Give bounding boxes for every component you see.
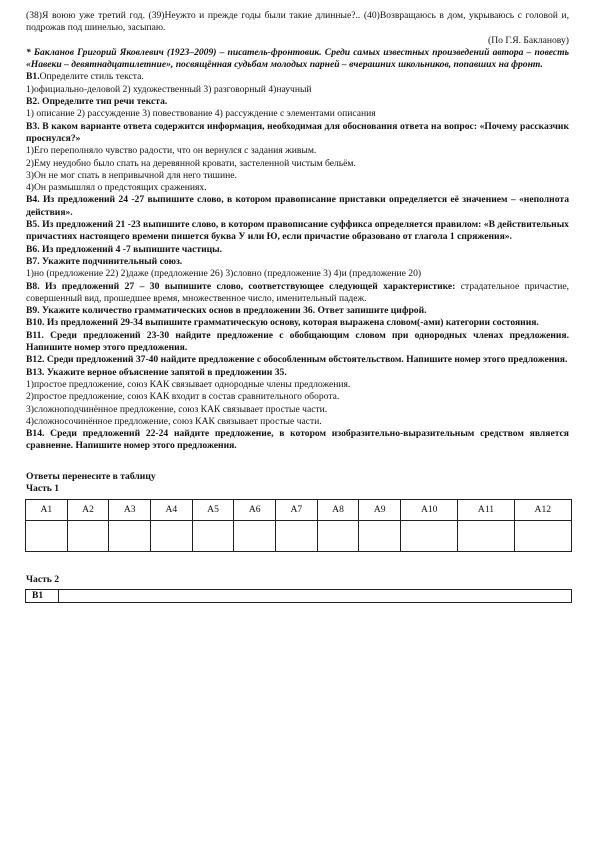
answers-title: Ответы перенесите в таблицу [26, 470, 156, 482]
document-page [26, 10, 569, 603]
answers-part1-title: Часть 1 [26, 482, 60, 494]
question-b7-options: 1)но (предложение 22) 2)даже (предложение 26) 3)словно (предложение 3) 4)и (предложение 20) [26, 268, 422, 280]
question-b3-option-2: 2)Ему неудобно было спать на деревянной кровати, застеленной чистым бельём. [26, 157, 356, 169]
answer-cell-a11[interactable] [458, 521, 514, 552]
question-b8: В8. Из предложений 27 – 30 выпишите слово, соответствующее следующей характеристике: страдательное причастие, совершенный вид, прошедшее время, множественное число, именительный падеж. [26, 280, 569, 304]
answer-cell-a12[interactable] [514, 521, 571, 552]
answer-label-b1: В1 [26, 589, 59, 602]
question-b7: В7. Укажите подчинительный союз. [26, 255, 183, 267]
answer-col-a4: А4 [151, 500, 193, 521]
answer-col-a9: А9 [359, 500, 401, 521]
answer-cell-a8[interactable] [317, 521, 359, 552]
answer-row-b1 [26, 589, 572, 602]
question-b12: В12. Среди предложений 37-40 найдите предложение с обособленным обстоятельством. Напишите номер этого предложения. [26, 354, 568, 366]
question-b4: В4. Из предложений 24 -27 выпишите слово, в котором правописание приставки определяется её значением – «неполнота действия». [26, 194, 569, 218]
question-b14: В14. Среди предложений 22-24 найдите предложение, в котором изобразительно-выразительным средством является сравнение. Напишите номер этого предложения. [26, 428, 569, 452]
question-b10: В10. Из предложений 29-34 выпишите грамматическую основу, которая выражена словом(-ами) категории состояния. [26, 317, 539, 329]
answer-cell-a7[interactable] [276, 521, 318, 552]
answer-cell-a6[interactable] [234, 521, 276, 552]
answer-col-a3: А3 [109, 500, 151, 521]
answer-table-entry-row [26, 521, 572, 552]
question-b5: В5. Из предложений 21 -23 выпишите слово, в котором правописание суффикса определяется правилом: «В действительных причастиях настоящего времени пишется буква У или Ю, если причастие образовано от глагола 1 спряжения». [26, 219, 569, 243]
answer-cell-a3[interactable] [109, 521, 151, 552]
answer-cell-b1[interactable] [59, 589, 572, 602]
question-b11: В11. Среди предложений 23-30 найдите предложение с обобщающим словом при однородных членах предложения. Напишите номер этого предложения. [26, 329, 569, 354]
question-b2: В2. Определите тип речи текста. [26, 96, 168, 108]
answer-col-a2: А2 [67, 500, 109, 521]
answer-col-a11: А11 [458, 500, 514, 521]
text-source: (По Г.Я. Бакланову) [488, 34, 569, 46]
question-b13-option-2: 2)простое предложение, союз КАК входит в состав сравнительного оборота. [26, 391, 340, 403]
answer-col-a7: А7 [276, 500, 318, 521]
answer-col-a6: А6 [234, 500, 276, 521]
answers-part2-title: Часть 2 [26, 574, 60, 586]
answer-cell-a9[interactable] [359, 521, 401, 552]
author-footnote: * Бакланов Григорий Яковлевич (1923–2009) – писатель-фронтовик. Среди самых известных произведений автора – повесть «Навеки – девятнадцатилетние», посвящённая судьбам молодых парней – вчерашних школьников, попавших на фронт. [26, 46, 569, 71]
answer-table-part2 [25, 589, 572, 603]
question-b3-option-4: 4)Он размышлял о предстоящих сражениях. [26, 182, 207, 194]
answer-col-a8: А8 [317, 500, 359, 521]
question-b1: В1.Определите стиль текста. [26, 71, 144, 83]
question-b9: В9. Укажите количество грамматических основ в предложении 36. Ответ запишите цифрой. [26, 305, 427, 317]
answer-table-header-row [26, 500, 572, 521]
question-b6: В6. Из предложений 4 -7 выпишите частицы. [26, 243, 223, 255]
text-paragraph-38-40: (38)Я воюю уже третий год. (39)Неужто и прежде годы были такие длинные?.. (40)Возвращаюсь в дом, укрываюсь с головой и, подрожав под шинелью, засыпаю. [26, 10, 569, 34]
answer-cell-a1[interactable] [26, 521, 68, 552]
question-b3-option-1: 1)Его переполняло чувство радости, что он вернулся с задания живым. [26, 145, 317, 157]
answer-col-a10: А10 [401, 500, 458, 521]
question-b13: В13. Укажите верное объяснение запятой в предложении 35. [26, 366, 287, 378]
question-b13-option-4: 4)сложносочинённое предложение, союз КАК связывает простые части. [26, 415, 322, 427]
question-b3: В3. В каком варианте ответа содержится информация, необходимая для обоснования ответа на вопрос: «Почему рассказчик проснулся?» [26, 120, 569, 144]
answer-cell-a10[interactable] [401, 521, 458, 552]
answer-col-a12: А12 [514, 500, 571, 521]
answer-col-a1: А1 [26, 500, 68, 521]
question-b1-options: 1)официально-деловой 2) художественный 3) разговорный 4)научный [26, 83, 312, 95]
question-b2-options: 1) описание 2) рассуждение 3) повествование 4) рассуждение с элементами описания [26, 108, 376, 120]
question-b13-option-1: 1)простое предложение, союз КАК связывает однородные члены предложения. [26, 378, 351, 390]
answer-table-part1 [25, 499, 572, 552]
answer-cell-a5[interactable] [192, 521, 234, 552]
answer-cell-a4[interactable] [151, 521, 193, 552]
question-b3-option-3: 3)Он не мог спать в непривычной для него тишине. [26, 169, 237, 181]
answer-cell-a2[interactable] [67, 521, 109, 552]
question-b13-option-3: 3)сложноподчинённое предложение, союз КАК связывает простые части. [26, 403, 328, 415]
answer-col-a5: А5 [192, 500, 234, 521]
